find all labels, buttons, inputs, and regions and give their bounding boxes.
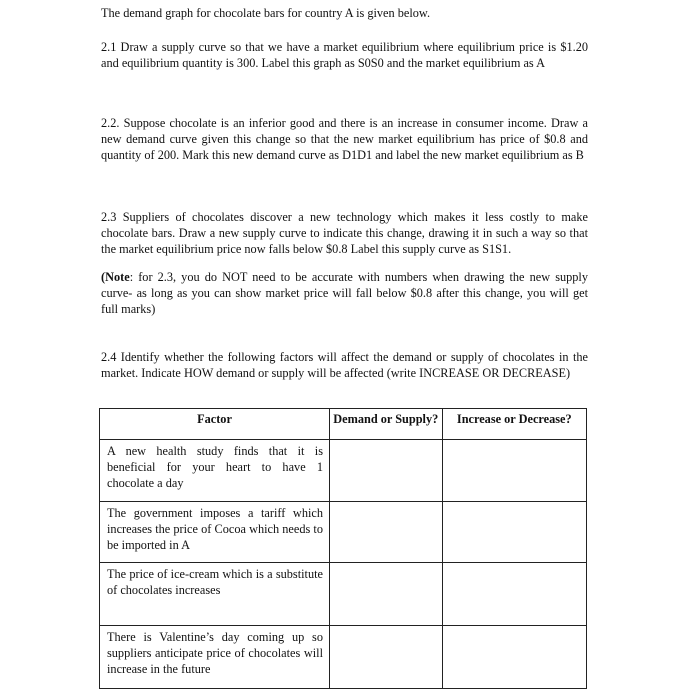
- question-2-2: 2.2. Suppose chocolate is an inferior good and there is an increase in consumer income. Draw a new demand curve given this change so that the new market equilibrium has price of $0.8 and quantity of 200. Mark this new demand curve as D1D1 and label the new market equilibrium as B: [101, 116, 588, 162]
- table-row: [100, 626, 587, 689]
- factor-cell: The government imposes a tariff which increases the price of Cocoa which needs to be imported in A: [100, 502, 330, 563]
- header-demand-or-supply: Demand or Supply?: [330, 409, 443, 440]
- table-header-row: [100, 409, 587, 440]
- change-cell[interactable]: [442, 440, 586, 502]
- question-2-4: 2.4 Identify whether the following factors will affect the demand or supply of chocolates in the market. Indicate HOW demand or supply will be affected (write INCREASE OR DECREASE): [101, 350, 588, 380]
- note-text: : for 2.3, you do NOT need to be accurate with numbers when drawing the new supply curve- as long as you can show market price will fall below $0.8 after this change, you will get full marks): [101, 270, 588, 316]
- change-cell[interactable]: [442, 502, 586, 563]
- demand-supply-cell[interactable]: [330, 626, 443, 689]
- change-cell[interactable]: [442, 626, 586, 689]
- table-row: [100, 563, 587, 626]
- table-row: [100, 440, 587, 502]
- header-factor: Factor: [100, 409, 330, 440]
- demand-supply-cell[interactable]: [330, 563, 443, 626]
- demand-supply-cell[interactable]: [330, 440, 443, 502]
- factors-table: [99, 408, 587, 689]
- demand-supply-cell[interactable]: [330, 502, 443, 563]
- factor-cell: A new health study finds that it is beneficial for your heart to have 1 chocolate a day: [100, 440, 330, 502]
- table-row: [100, 502, 587, 563]
- change-cell[interactable]: [442, 563, 586, 626]
- header-increase-or-decrease: Increase or Decrease?: [442, 409, 586, 440]
- intro-text: The demand graph for chocolate bars for country A is given below.: [101, 6, 431, 20]
- factor-cell: The price of ice-cream which is a substitute of chocolates increases: [100, 563, 330, 626]
- note-label: (Note: [101, 270, 130, 284]
- question-2-3: 2.3 Suppliers of chocolates discover a new technology which makes it less costly to make chocolate bars. Draw a new supply curve to indicate this change, drawing it in such a way so that the market equilibrium price now falls below $0.8 Label this supply curve as S1S1.: [101, 210, 588, 256]
- note-paragraph: [101, 269, 588, 317]
- question-2-1: 2.1 Draw a supply curve so that we have a market equilibrium where equilibrium price is $1.20 and equilibrium quantity is 300. Label this graph as S0S0 and the market equilibrium as A: [101, 40, 588, 70]
- factor-cell: There is Valentine’s day coming up so suppliers anticipate price of chocolates will increase in the future: [100, 626, 330, 689]
